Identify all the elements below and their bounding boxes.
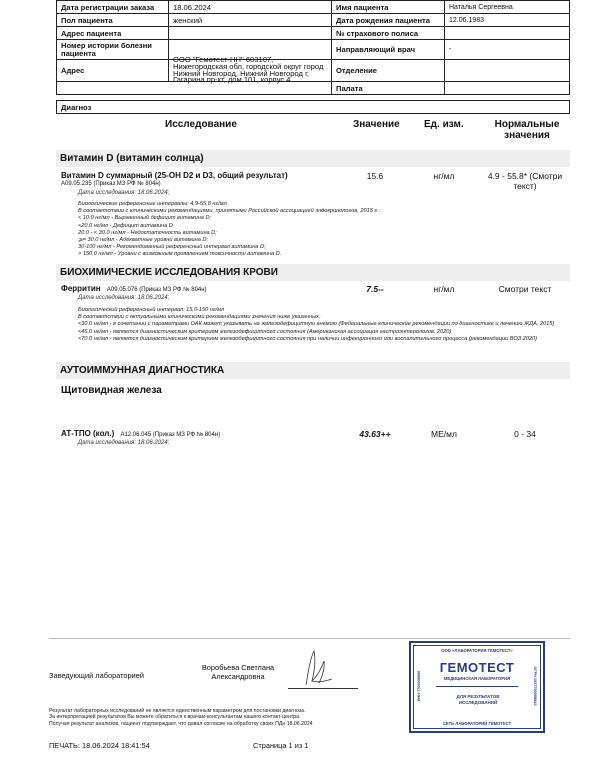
test-vitamin-d-norm: 4.9 - 55.8* (Смотри текст) bbox=[487, 171, 563, 191]
info-label: Имя пациента bbox=[332, 1, 445, 13]
note-line: <30.0 нг/мл - в сочетании с параметрами ОАК может указывать на железодефицитную анемию (Федеральные клинические рекомендации по диагностике и лечению ЖДА, 2015) bbox=[78, 321, 555, 328]
column-header-test: Исследование bbox=[165, 119, 237, 130]
disclaimer-line: Получая результат анализов, пациент подтверждает, что давал согласие на обработку своих ПДн 18.06.2024 bbox=[49, 720, 313, 727]
info-row bbox=[57, 0, 569, 13]
note-line: <20.0 нг/мл - Дефицит витамина D bbox=[78, 222, 173, 229]
info-value bbox=[169, 27, 332, 39]
page-number: Страница 1 из 1 bbox=[253, 741, 309, 750]
section-biochemistry: БИОХИМИЧЕСКИЕ ИССЛЕДОВАНИЯ КРОВИ bbox=[56, 264, 570, 281]
disclaimer bbox=[49, 708, 313, 727]
stamp-left-text: ИНН 7706008850 bbox=[417, 670, 421, 702]
test-ferritin-norm: Смотри текст bbox=[498, 284, 552, 294]
test-ferritin-code: A09.05.076 (Приказ МЗ РФ № 804н) bbox=[106, 287, 207, 293]
test-attpo-code: A12.06.045 (Приказ МЗ РФ № 804н) bbox=[120, 432, 221, 438]
test-ferritin-date: Дата исследования: 18.06.2024; bbox=[78, 295, 170, 301]
note-line: Биологический референсный интервал: 15,0-150 нг/мл bbox=[78, 307, 225, 313]
column-header-unit: Ед. изм. bbox=[424, 119, 464, 130]
signature-icon bbox=[292, 645, 352, 689]
info-label: Адрес bbox=[57, 60, 169, 81]
section-autoimmune: АУТОИММУННАЯ ДИАГНОСТИКА bbox=[56, 362, 570, 379]
info-value: 12.06.1983 bbox=[449, 16, 485, 24]
info-row bbox=[57, 26, 569, 39]
subsection-thyroid: Щитовидная железа bbox=[61, 385, 162, 396]
stamp-brand: ГЕМОТЕСТ bbox=[439, 660, 515, 675]
test-vitamin-d-name: Витамин D суммарный (25-OH D2 и D3, общий результат) bbox=[61, 171, 288, 180]
note-line: В соответствии с клиническими рекомендациями, принятыми Российской ассоциацией эндокринологов, 2015 г.: bbox=[78, 208, 381, 215]
footer-divider bbox=[49, 638, 570, 639]
test-vitamin-d-value: 15.6 bbox=[366, 171, 384, 181]
signature-line bbox=[288, 688, 358, 689]
column-header-norm: Нормальные значения bbox=[494, 119, 560, 141]
test-attpo-name bbox=[61, 429, 220, 438]
info-label: Дата регистрации заказа bbox=[57, 1, 169, 13]
patient-info-table bbox=[56, 0, 570, 95]
info-value: женский bbox=[169, 14, 332, 26]
stamp-subtitle: МЕДИЦИНСКАЯ ЛАБОРАТОРИЯ bbox=[443, 676, 511, 681]
disclaimer-line: За интерпретацией результатов Вы можете обратиться к врачам-консультантам нашего контакт-центра. bbox=[49, 714, 301, 721]
test-vitamin-d-date: Дата исследования: 18.06.2024; bbox=[78, 190, 170, 196]
test-attpo-unit: МЕ/мл bbox=[431, 429, 457, 439]
lab-head-name: Воробьева Светлана Александровна bbox=[201, 663, 275, 681]
info-row bbox=[57, 39, 569, 59]
stamp-right-text: ОГРН 1027700058842 bbox=[533, 666, 537, 706]
info-label: Палата bbox=[332, 82, 445, 94]
test-vitamin-d-notes bbox=[78, 201, 568, 259]
test-ferritin-value: 7.5-- bbox=[366, 284, 384, 294]
info-label: Отделение bbox=[332, 60, 445, 81]
info-label: Номер истории болезни пациента bbox=[57, 40, 169, 59]
info-label: № страхового полиса bbox=[332, 27, 445, 39]
test-attpo-norm: 0 - 34 bbox=[514, 429, 536, 439]
info-value bbox=[169, 82, 332, 94]
print-timestamp: ПЕЧАТЬ: 18.06.2024 18:41:54 bbox=[49, 741, 150, 750]
stamp-bottom-text: СЕТЬ ЛАБОРАТОРИЙ ГЕМОТЕСТ bbox=[442, 721, 512, 726]
note-line: 30-100 нг/мл - Рекомендованный референсный интервал витамина D; bbox=[78, 244, 266, 251]
info-label: Дата рождения пациента bbox=[332, 14, 445, 26]
note-line: ⩾= 30.0 нг/мл - Адекватные уровни витамина D; bbox=[78, 237, 209, 244]
stamp-frame bbox=[413, 645, 541, 729]
info-value: 18.06.2024 bbox=[169, 1, 332, 13]
column-header-value: Значение bbox=[353, 119, 400, 130]
test-attpo-value: 43.63++ bbox=[359, 429, 391, 439]
info-label bbox=[57, 82, 169, 94]
section-vitamin-d: Витамин D (витамин солнца) bbox=[56, 150, 570, 167]
note-line: В соответствии с актуальными клиническими рекомендациями значения ниже указанных: bbox=[78, 314, 321, 321]
note-line: < 10.0 нг/мл - Выраженный дефицит витамина D; bbox=[78, 215, 212, 222]
diagnosis-field: Диагноз bbox=[56, 100, 570, 114]
info-label: Адрес пациента bbox=[57, 27, 169, 39]
test-ferritin-unit: нг/мл bbox=[433, 284, 455, 294]
test-ferritin-label: Ферритин bbox=[61, 284, 101, 293]
info-value bbox=[445, 60, 569, 81]
info-value bbox=[445, 82, 569, 94]
note-line: Биологические референсные интервалы: 4,9-55,8 нг/мл bbox=[78, 201, 227, 207]
info-value: ООО "Гемотест-НН" 603107, Нижегородская обл, городской округ город Нижний Новгород, Нижний Новгород г, Гагарина пр-кт, дом 101, корпус 4 bbox=[169, 60, 332, 81]
info-value bbox=[445, 27, 569, 39]
info-label: Направляющий врач bbox=[332, 40, 445, 59]
info-value: - bbox=[449, 46, 452, 53]
test-ferritin-notes bbox=[78, 307, 572, 343]
test-attpo-date: Дата исследования: 18.06.2024; bbox=[78, 440, 170, 446]
lab-head-label: Заведующий лабораторией bbox=[49, 671, 145, 680]
info-label: Пол пациента bbox=[57, 14, 169, 26]
note-line: <70.0 нг/мл - является диагностическим критерием железодефицитного состояния при наличии инфекционного или воспалительного процесса (рекомендации ВОЗ 2020) bbox=[78, 335, 537, 342]
test-vitamin-d-code: A09.05.235 (Приказ МЗ РФ № 804н) bbox=[61, 181, 161, 187]
info-value: Наталья Сергеевна bbox=[449, 3, 513, 11]
lab-stamp bbox=[409, 641, 545, 733]
info-row bbox=[57, 55, 569, 85]
note-line: > 150.0 нг/мл - Уровни с возможным проявлением токсичности витамина D. bbox=[78, 251, 282, 258]
test-ferritin-name bbox=[61, 284, 207, 293]
stamp-divider bbox=[436, 686, 518, 687]
note-line: 20.0 - < 30.0 нг/мл - Недостаточность витамина D; bbox=[78, 229, 217, 236]
stamp-purpose: ДЛЯ РЕЗУЛЬТАТОВ ИССЛЕДОВАНИЙ bbox=[456, 694, 500, 705]
test-attpo-label: АТ-ТПО (кол.) bbox=[61, 429, 115, 438]
test-vitamin-d-unit: нг/мл bbox=[433, 171, 455, 181]
disclaimer-line: Результат лабораторных исследований не является единственным параметром для постановки диагноза. bbox=[49, 708, 306, 714]
info-row bbox=[57, 13, 569, 26]
note-line: <45.0 нг/мл - является диагностическим критерием железодефицитного состояния (Американская ассоциация гастроэнтерологов, 2020) bbox=[78, 328, 452, 335]
info-row bbox=[57, 81, 569, 94]
stamp-top-text: ООО «ЛАБОРАТОРИЯ ГЕМОТЕСТ» bbox=[441, 648, 513, 653]
